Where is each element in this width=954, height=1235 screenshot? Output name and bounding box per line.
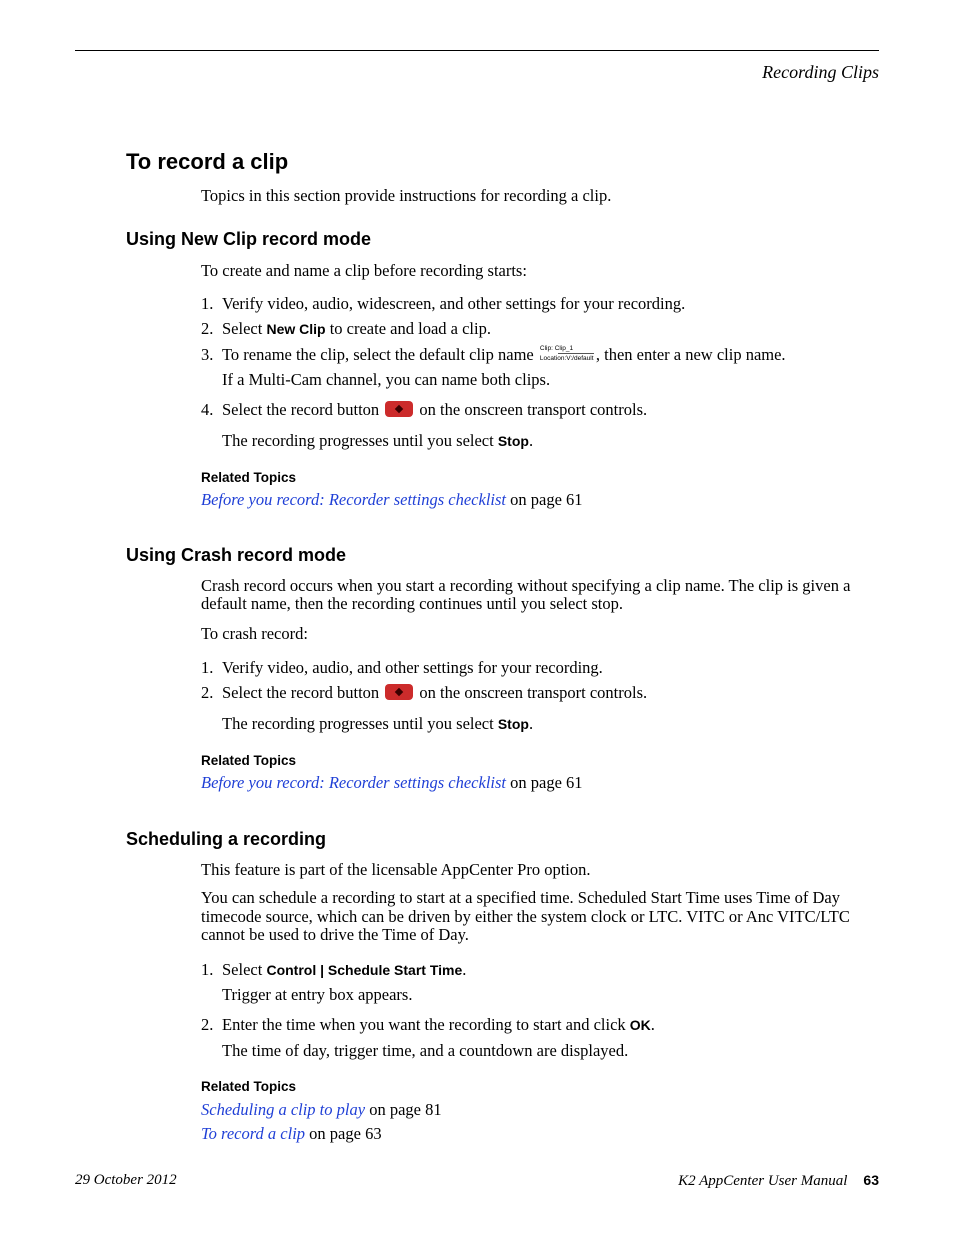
step-note: The recording progresses until you select Stop. xyxy=(222,714,534,733)
section-intro: Topics in this section provide instructions for recording a clip. xyxy=(201,186,612,205)
header-rule xyxy=(75,50,879,51)
related-topic: Before you record: Recorder settings checklist on page 61 xyxy=(201,773,583,792)
clip-name-field-icon: Clip: Clip_1 Location:V:/default xyxy=(539,345,594,362)
step-note: The recording progresses until you select Stop. xyxy=(222,431,534,450)
ui-label-ok: OK xyxy=(629,1017,651,1033)
related-topic: Before you record: Recorder settings checklist on page 61 xyxy=(201,490,583,509)
step-number: 2. xyxy=(201,1015,214,1034)
related-topics-label: Related Topics xyxy=(201,470,297,485)
footer-right xyxy=(678,1172,879,1190)
heading-new-clip: Using New Clip record mode xyxy=(126,229,372,249)
step-number: 1. xyxy=(201,960,214,979)
step-number: 2. xyxy=(201,319,214,338)
step-text: Select Control | Schedule Start Time. xyxy=(222,960,467,979)
step-text: Verify video, audio, widescreen, and other settings for your recording. xyxy=(222,294,686,313)
step-number: 4. xyxy=(201,400,214,419)
step-text: To rename the clip, select the default clip name Clip: Clip_1 Location:V:/default , then enter a new clip name. xyxy=(222,345,786,364)
related-topic: To record a clip on page 63 xyxy=(201,1124,382,1143)
step-text: Verify video, audio, and other settings for your recording. xyxy=(222,658,603,677)
scheduling-para1: This feature is part of the licensable AppCenter Pro option. xyxy=(201,860,591,879)
heading-crash-record: Using Crash record mode xyxy=(126,545,347,565)
step-text: Select the record button on the onscreen transport controls. xyxy=(222,400,648,419)
related-link[interactable]: Scheduling a clip to play xyxy=(201,1100,366,1119)
related-link[interactable]: Before you record: Recorder settings checklist xyxy=(201,490,506,509)
crash-para: Crash record occurs when you start a recording without specifying a clip name. The clip is given a default name, then the recording continues until you select stop. xyxy=(201,576,851,613)
step-note: The time of day, trigger time, and a countdown are displayed. xyxy=(222,1041,629,1060)
heading-scheduling: Scheduling a recording xyxy=(126,829,327,849)
step-note: If a Multi-Cam channel, you can name both clips. xyxy=(222,370,551,389)
ui-label-schedule-start-time: Control | Schedule Start Time xyxy=(266,962,463,978)
page-title: To record a clip xyxy=(126,149,289,174)
running-header: Recording Clips xyxy=(762,62,879,82)
ui-label-stop: Stop xyxy=(497,433,529,449)
step-text: Select New Clip to create and load a clip. xyxy=(222,319,491,338)
step-number: 2. xyxy=(201,683,214,702)
record-button-icon xyxy=(385,684,413,700)
related-link[interactable]: Before you record: Recorder settings checklist xyxy=(201,773,506,792)
footer-date: 29 October 2012 xyxy=(75,1172,177,1188)
related-link[interactable]: To record a clip xyxy=(201,1124,306,1143)
related-topics-label: Related Topics xyxy=(201,753,297,768)
step-number: 1. xyxy=(201,294,214,313)
step-number: 3. xyxy=(201,345,214,364)
page-number: 63 xyxy=(863,1172,879,1188)
step-text: Enter the time when you want the recording to start and click OK. xyxy=(222,1015,655,1034)
related-topic: Scheduling a clip to play on page 81 xyxy=(201,1100,442,1119)
crash-lead: To crash record: xyxy=(201,624,308,643)
record-button-icon xyxy=(385,401,413,417)
step-number: 1. xyxy=(201,658,214,677)
footer-manual-title: K2 AppCenter User Manual xyxy=(678,1173,848,1189)
step-note: Trigger at entry box appears. xyxy=(222,985,413,1004)
ui-label-stop: Stop xyxy=(497,716,529,732)
scheduling-para2: You can schedule a recording to start at a specified time. Scheduled Start Time uses Time of Day timecode source, which can be driven by either the system clock or LTC. VITC or Anc VITC/LTC cannot be used to drive the Time of Day. xyxy=(201,888,850,944)
step-text: Select the record button on the onscreen transport controls. xyxy=(222,683,648,702)
new-clip-lead: To create and name a clip before recording starts: xyxy=(201,261,527,280)
related-topics-label: Related Topics xyxy=(201,1079,297,1094)
ui-label-new-clip: New Clip xyxy=(266,321,326,337)
